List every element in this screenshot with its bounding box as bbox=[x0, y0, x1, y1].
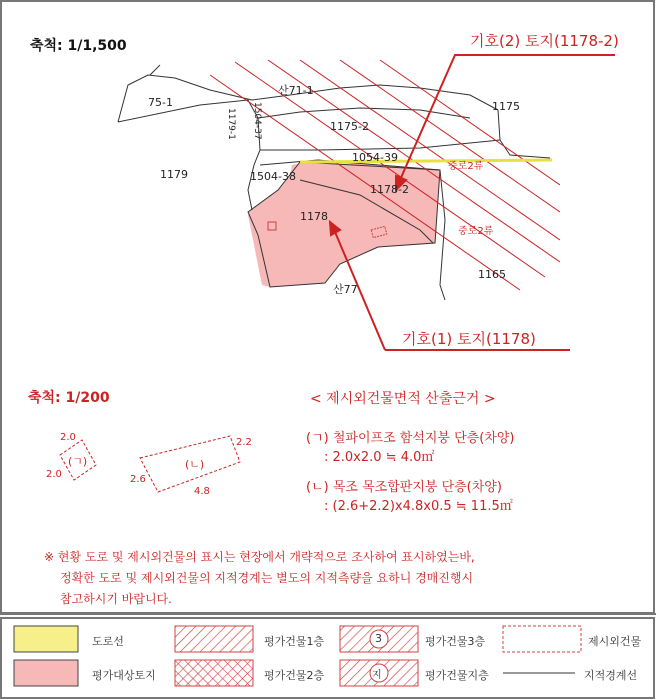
legend-b1-swatch bbox=[175, 626, 253, 652]
parcel-1178-2: 1178-2 bbox=[370, 183, 409, 196]
note-line2: 정확한 도로 및 제시외건물의 지적경계는 별도의 지적측량을 요하니 경매진행시 bbox=[60, 571, 474, 585]
road-line bbox=[300, 160, 552, 162]
legend-road-label: 도로선 bbox=[92, 635, 124, 648]
calc-item1-line2: : 2.0x2.0 ≒ 4.0㎡ bbox=[324, 450, 435, 465]
parcel-1179-1: 1179-1 bbox=[226, 108, 236, 140]
parcel-s77: 산77 bbox=[333, 283, 358, 296]
sketch-a-left: 2.0 bbox=[46, 469, 62, 480]
legend-target-label: 평가대상토지 bbox=[92, 669, 156, 682]
scale-top: 축척: 1/1,500 bbox=[30, 38, 127, 54]
parcel-1504-37: 1504-37 bbox=[252, 102, 262, 140]
legend-b3-symbol: 3 bbox=[375, 632, 382, 645]
parcel-1175: 1175 bbox=[492, 100, 520, 113]
legend-border bbox=[1, 618, 654, 698]
calc-title: < 제시외건물면적 산출근거 > bbox=[310, 391, 496, 407]
sketch-a-top: 2.0 bbox=[60, 432, 76, 443]
parcel-1178: 1178 bbox=[300, 210, 328, 223]
legend-target-swatch bbox=[14, 660, 78, 686]
parcel-s71-1: 산71-1 bbox=[278, 84, 314, 97]
sketch-b-bottom: 4.8 bbox=[194, 486, 210, 497]
sketch-b-left: 2.6 bbox=[130, 474, 146, 485]
legend-boundary-label: 지적경계선 bbox=[584, 669, 638, 682]
parcel-1504-38: 1504-38 bbox=[250, 170, 296, 183]
sketch-b-label: (ㄴ) bbox=[185, 458, 205, 471]
legend-b3-label: 평가건물3층 bbox=[425, 635, 486, 648]
legend-b2-label: 평가건물2층 bbox=[264, 669, 325, 682]
parcel-75-1: 75-1 bbox=[148, 96, 173, 109]
parcel-1165: 1165 bbox=[478, 268, 506, 281]
callout-sign2: 기호(2) 토지(1178-2) bbox=[470, 32, 619, 50]
sketch-b-right: 2.2 bbox=[236, 437, 252, 448]
legend-bb-label: 평가건물지층 bbox=[425, 669, 489, 682]
sheet-border bbox=[1, 1, 654, 613]
legend-road-swatch bbox=[14, 626, 78, 652]
calc-item2-line1: (ㄴ) 목조 목조합판지붕 단층(차양) bbox=[306, 480, 502, 495]
road-label-b: 중로2류 bbox=[458, 226, 494, 237]
scale-bottom: 축척: 1/200 bbox=[28, 390, 110, 406]
parcel-1054-39: 1054-39 bbox=[352, 151, 398, 164]
note-line3: 참고하시기 바랍니다. bbox=[60, 592, 172, 606]
legend-b1-label: 평가건물1층 bbox=[264, 635, 325, 648]
parcel-1179: 1179 bbox=[160, 168, 188, 181]
legend-b2-swatch bbox=[175, 660, 253, 686]
note-line1: ※ 현황 도로 및 제시외건물의 표시는 현장에서 개략적으로 조사하여 표시하였는바, bbox=[44, 550, 475, 564]
legend-extra-label: 제시외건물 bbox=[588, 635, 642, 648]
sketch-a-label: (ㄱ) bbox=[68, 455, 88, 468]
road-label-a: 중로2류 bbox=[448, 161, 484, 172]
calc-item1-line1: (ㄱ) 철파이프조 함석지붕 단층(차양) bbox=[306, 431, 515, 446]
legend-bb-symbol: 지 bbox=[372, 670, 382, 681]
calc-item2-line2: : (2.6+2.2)x4.8x0.5 ≒ 11.5㎡ bbox=[324, 499, 513, 514]
parcel-1175-2: 1175-2 bbox=[330, 120, 369, 133]
callout-sign1: 기호(1) 토지(1178) bbox=[402, 330, 536, 348]
